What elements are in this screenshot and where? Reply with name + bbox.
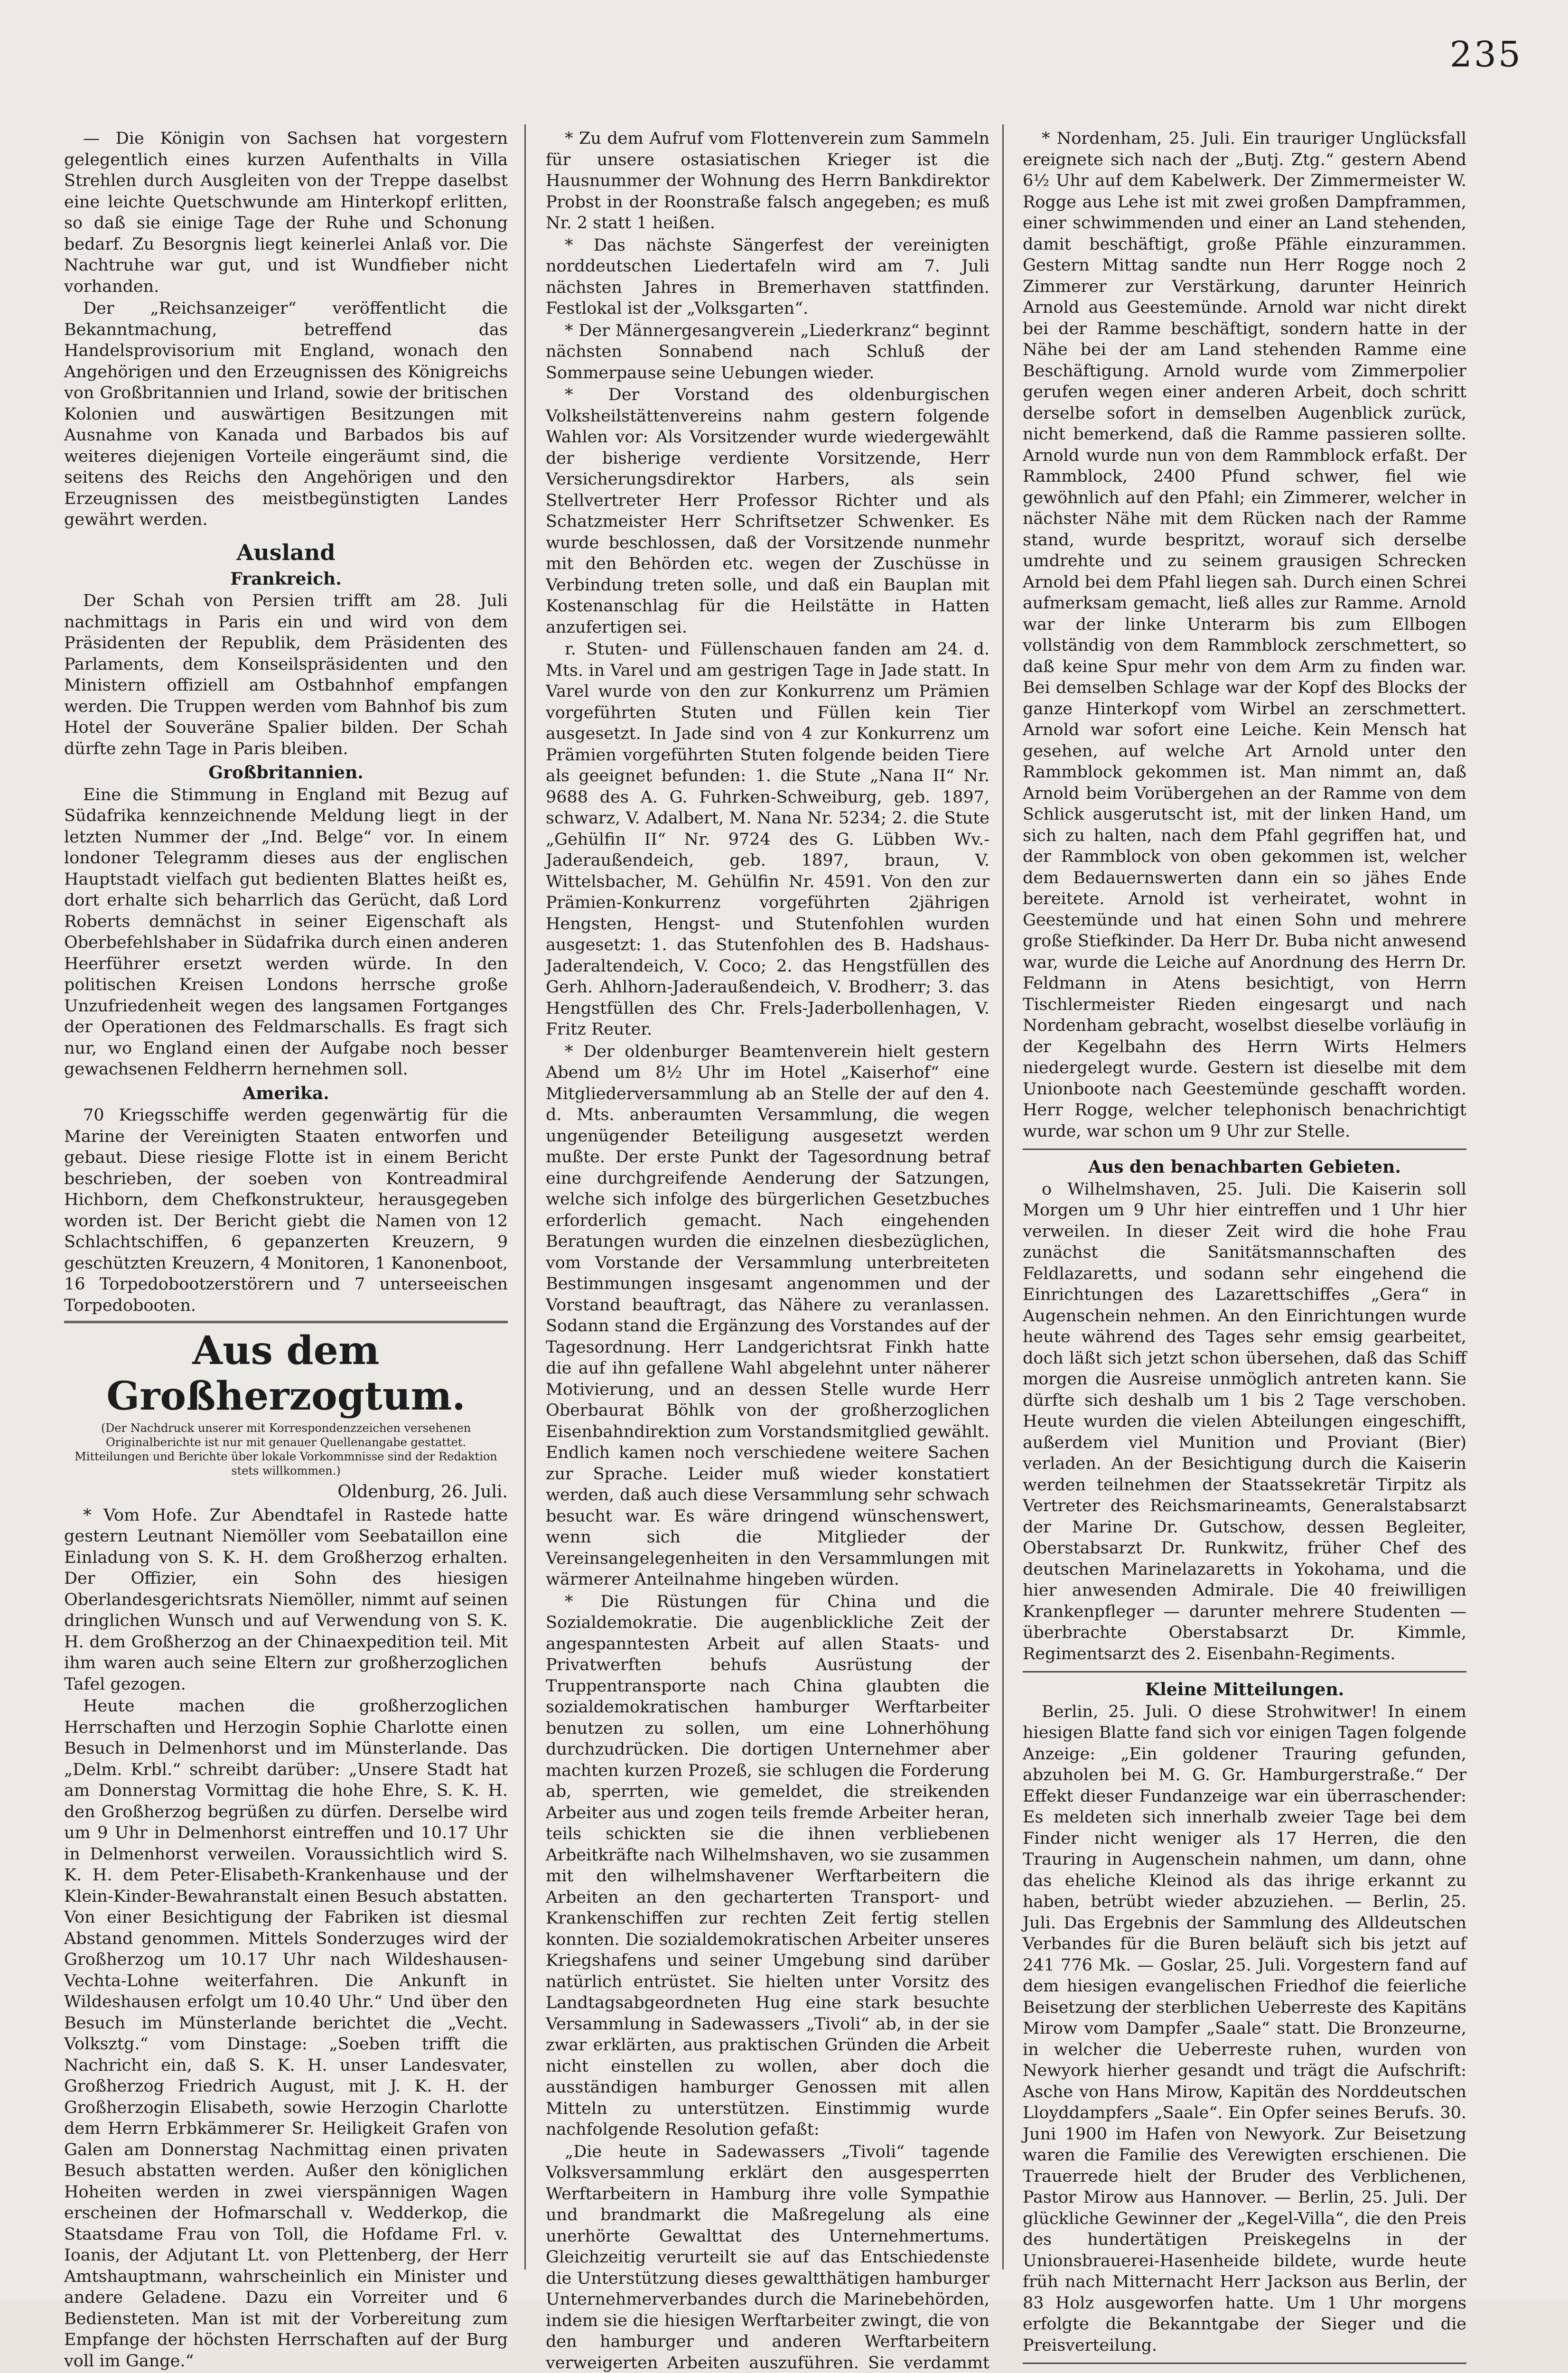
article-paragraph: o Wilhelmshaven, 25. Juli. Die Kaiserin soll Morgen um 9 Uhr hier eintreffen und 1 Uhr hier verweilen. In dieser Zeit wird die hohe Frau zunächst die Sanitätsmannschaften des Feldlazaretts, und sodann sehr eingehend die Einrichtungen des Lazarettschiffes „Gera“ in Augenschein nehmen. An den Einrichtungen wurde heute während des Tages sehr emsig gearbeitet, doch läßt sich jetzt schon übersehen, daß das Schiff morgen die Ausreise unmöglich antreten kann. Sie dürfte sich deshalb um 1 bis 2 Tage verschoben. Heute wurden die vielen Abteilungen eingeschifft, außerdem viel Munition und Proviant (Bier) verladen. An der Besichtigung durch die Kaiserin werden teilnehmen der Staatssekretär Tirpitz als Vertreter des Reichsmarineamts, Generalstabsarzt der Marine Dr. Gutschow, dessen Begleiter, Oberstabsarzt Dr. Runkwitz, früher Chef des deutschen Marinelazaretts in Yokohama, und die hier anwesenden Admirale. Die 40 freiwilligen Krankenpfleger — darunter mehrere Studenten — überbrachte Oberstabsarzt Dr. Kimmle, Regimentsarzt des 2. Eisenbahn-Regiments. <box>1023 1179 1466 1665</box>
subheading-frankreich: Frankreich. <box>64 569 508 590</box>
article-paragraph: * Zu dem Aufruf vom Flottenverein zum Sammeln für unsere ostasiatischen Krieger ist die Hausnummer der Wohnung des Herrn Bankdirektor Probst in der Roonstraße falsch angegeben; es muß Nr. 2 statt 1 heißen. <box>546 128 989 234</box>
article-paragraph: * Der Männergesangverein „Liederkranz“ beginnt nächsten Sonnabend nach Schluß der Sommerpause seine Uebungen wieder. <box>546 320 989 384</box>
column-divider <box>1002 124 1004 2270</box>
article-paragraph: * Nordenham, 25. Juli. Ein trauriger Unglücksfall ereignete sich nach der „Butj. Ztg.“ gestern Abend 6½ Uhr auf dem Kabelwerk. Der Zimmermeister W. Rogge aus Lehe ist mit zwei großen Dampframmen, einer schwimmenden und einer an Land stehenden, damit beschäftigt, große Pfähle einzurammen. Gestern Mittag sandte nun Herr Rogge noch 2 Zimmerer zur Verstärkung, darunter Heinrich Arnold aus Geestemünde. Arnold war nicht direkt bei der Ramme beschäftigt, sondern hatte in der Nähe bei der am Land stehenden Ramme eine Beschäftigung. Arnold wurde vom Zimmerpolier gerufen wegen einer anderen Arbeit, doch schritt derselbe sofort in demselben Augenblick zurück, nicht bemerkend, daß die Ramme passieren sollte. Arnold wurde nun von dem Rammblock erfaßt. Der Rammblock, 2400 Pfund schwer, fiel wie gewöhnlich auf den Pfahl; ein Zimmerer, welcher in nächster Nähe mit dem Rücken nach der Ramme stand, wurde bespritzt, worauf sich derselbe umdrehte und zu seinem grausigen Schrecken Arnold bei dem Pfahl liegen sah. Durch einen Schrei aufmerksam gemacht, ließ alles zur Ramme. Arnold war der linke Unterarm bis zum Ellbogen vollständig von dem Rammblock zerschmettert, so daß keine Spur mehr von dem Arm zu finden war. Bei demselben Schlage war der Kopf des Blocks der ganze Hinterkopf vom Wirbel an zerschmettert. Arnold war sofort eine Leiche. Kein Mensch hat gesehen, auf welche Art Arnold unter den Rammblock gekommen ist. Man nimmt an, daß Arnold beim Vorübergehen an der Ramme von dem Schlick ausgerutscht ist, mit der linken Hand, um sich zu halten, nach dem Pfahl gegriffen hat, und der Rammblock von oben gekommen ist, welcher dem Bedauernswerten dann ein so jähes Ende bereitete. Arnold ist verheiratet, wohnt in Geestemünde und hat einen Sohn und mehrere große Stiefkinder. Da Herr Dr. Buba nicht anwesend war, wurde die Leiche auf Anordnung des Herrn Dr. Feldmann in Atens besichtigt, von Herrn Tischlermeister Rieden eingesargt und nach Nordenham gebracht, woselbst dieselbe vorläufig in der Kegelbahn des Herrn Wirts Helmers niedergelegt wurde. Gestern ist dieselbe mit dem Unionboote nach Geestemünde geschafft worden. Herr Rogge, welcher telephonisch benachrichtigt wurde, war schon um 9 Uhr zur Stelle. <box>1023 128 1466 1142</box>
article-paragraph: * Vom Hofe. Zur Abendtafel in Rastede hatte gestern Leutnant Niemöller vom Seebataillon eine Einladung von S. K. H. dem Großherzog erhalten. Der Offizier, ein Sohn des hiesigen Oberlandesgerichtsrats Niemöller, nimmt auf seinen dringlichen Wunsch und auf Verwendung von S. K. H. dem Großherzog an der Chinaexpedition teil. Mit ihm waren auch seine Eltern zur großherzoglichen Tafel gezogen. <box>64 1505 508 1695</box>
article-paragraph: Heute machen die großherzoglichen Herrschaften und Herzogin Sophie Charlotte einen Besuch in Delmenhorst und im Münsterlande. Das „Delm. Krbl.“ schreibt darüber: „Unsere Stadt hat am Donnerstag Vormittag die hohe Ehre, S. K. H. den Großherzog begrüßen zu dürfen. Derselbe wird um 9 Uhr in Delmenhorst eintreffen und 10.17 Uhr in Delmenhorst verweilen. Voraussichtlich wird S. K. H. dem Peter-Elisabeth-Krankenhause und der Klein-Kinder-Bewahranstalt einen Besuch abstatten. Von einer Besichtigung der Fabriken ist diesmal Abstand genommen. Mittels Sonderzuges wird der Großherzog um 10.17 Uhr nach Wildeshausen-Vechta-Lohne weiterfahren. Die Ankunft in Wildeshausen erfolgt um 10.40 Uhr.“ Und über den Besuch im Münsterlande berichtet die „Vecht. Volksztg.“ vom Dinstage: „Soeben trifft die Nachricht ein, daß S. K. H. unser Landesvater, Großherzog Friedrich August, mit J. K. H. der Großherzogin Elisabeth, sowie Herzogin Charlotte dem Herrn Erbkämmerer Sr. Heiligkeit Grafen von Galen am Donnerstag Nachmittag einen privaten Besuch abstatten werden. Außer den königlichen Hoheiten werden in zwei vierspännigen Wagen erscheinen der Hofmarschall v. Wedderkop, die Staatsdame Frau von Toll, die Hofdame Frl. v. Ioanis, der Adjutant Lt. von Plettenberg, der Herr Amtshauptmann, wahrscheinlich ein Minister und andere Geladene. Dazu ein Vorreiter und 6 Bediensteten. Man ist mit der Vorbereitung zum Empfange der höchsten Herrschaften auf der Burg voll im Gange.“ <box>64 1696 508 2372</box>
article-paragraph: * Der oldenburger Beamtenverein hielt gestern Abend um 8½ Uhr im Hotel „Kaiserhof“ eine Mitgliederversammlung ab an Stelle der auf den 4. d. Mts. anberaumten Versammlung, die wegen ungenügender Beteiligung ausgesetzt werden mußte. Der erste Punkt der Tagesordnung betraf eine durchgreifende Aenderung der Satzungen, welche sich infolge des bürgerlichen Gesetzbuches erforderlich gemacht. Nach eingehenden Beratungen wurden die einzelnen diesbezüglichen, vom Vorstande der Versammlung unterbreiteten Bestimmungen insgesamt angenommen und der Vorstand beauftragt, das Nähere zu veranlassen. Sodann stand die Ergänzung des Vorstandes auf der Tagesordnung. Herr Landgerichtsrat Finkh hatte die auf ihn gefallene Wahl abgelehnt unter näherer Motivierung, und an dessen Stelle wurde Herr Oberbaurat Böhlk von der großherzoglichen Eisenbahndirektion zum Vorstandsmitglied gewählt. Endlich kamen noch verschiedene weitere Sachen zur Sprache. Leider muß wieder konstatiert werden, daß auch diese Versammlung sehr schwach besucht war. Es wäre dringend wünschenswert, wenn sich die Mitglieder der Vereinsangelegenheiten in den Versammlungen mit wärmerer Anteilnahme hingeben würden. <box>546 1041 989 1590</box>
article-paragraph: 70 Kriegsschiffe werden gegenwärtig für die Marine der Vereinigten Staaten entworfen und gebaut. Diese riesige Flotte ist in einem Bericht beschrieben, der soeben von Kontreadmiral Hichborn, dem Chefkonstrukteur, herausgegeben worden ist. Der Bericht giebt die Namen von 12 Schlachtschiffen, 6 gepanzerten Kreuzern, 9 geschützten Kreuzern, 4 Monitoren, 1 Kanonenboot, 16 Torpedobootzerstörern und 7 unterseeischen Torpedobooten. <box>64 1105 508 1316</box>
article-paragraph: r. Stuten- und Füllenschauen fanden am 24. d. Mts. in Varel und am gestrigen Tage in Jade statt. In Varel wurde von den zur Konkurrenz um Prämien vorgeführten Stuten und Füllen kein Tier ausgesetzt. In Jade sind von 4 zur Konkurrenz um Prämien vorgeführten Stuten folgende beiden Tiere als geeignet befunden: 1. die Stute „Nana II“ Nr. 9688 des A. G. Fuhrken-Schweiburg, geb. 1897, schwarz, V. Adalbert, M. Nana Nr. 5234; 2. die Stute „Gehülfin II“ Nr. 9724 des G. Lübben Wv.-Jaderaußendeich, geb. 1897, braun, V. Wittelsbacher, M. Gehülfin Nr. 4591. Von den zur Prämien-Konkurrenz vorgeführten 2jährigen Hengsten, Hengst- und Stutenfohlen wurden ausgesetzt: 1. das Stutenfohlen des B. Hadshaus-Jaderaltendeich, V. Coco; 2. das Hengstfüllen des Gerh. Ahlhorn-Jaderaußendeich, V. Brodherr; 3. das Hengstfüllen des Chr. Frels-Jaderbollenhagen, V. Fritz Reuter. <box>546 639 989 1040</box>
divider <box>1023 2363 1466 2364</box>
divider <box>1023 1149 1466 1150</box>
column-3 <box>1023 128 1466 2259</box>
column-2 <box>546 128 989 2259</box>
page-number: 235 <box>1450 34 1522 75</box>
article-paragraph: Der „Reichsanzeiger“ veröffentlicht die Bekanntmachung, betreffend das Handelsprovisorium mit England, wonach den Angehörigen und den Erzeugnissen des Königreichs von Großbritannien und Irland, sowie der britischen Kolonien und auswärtigen Besitzungen mit Ausnahme von Kanada und Barbados bis auf weiteres diejenigen Vorteile eingeräumt sind, die seitens des Reichs den Angehörigen und den Erzeugnissen des meistbegünstigten Landes gewährt werden. <box>64 298 508 531</box>
article-paragraph: Eine die Stimmung in England mit Bezug auf Südafrika kennzeichnende Meldung liegt in der letzten Nummer der „Ind. Belge“ vor. In einem londoner Telegramm dieses aus der englischen Hauptstadt vielfach gut bedienten Blattes heißt es, dort erhalte sich beharrlich das Gerücht, daß Lord Roberts demnächst in seiner Eigenschaft als Oberbefehlshaber in Südafrika durch einen anderen Heerführer ersetzt werden würde. In den politischen Kreisen Londons herrsche große Unzufriedenheit wegen des langsamen Fortganges der Operationen des Feldmarschalls. Es fragt sich nur, wo England einen der Aufgabe noch besser gewachsenen Feldherrn hernehmen soll. <box>64 785 508 1080</box>
section-heading-ausland: Ausland <box>64 539 508 566</box>
divider <box>1023 1671 1466 1672</box>
resolution-quote: „Die heute in Sadewassers „Tivoli“ tagende Volksversammlung erklärt den ausgesperrten Werftarbeitern in Hamburg ihre volle Sympathie und brandmarkt die Maßregelung als eine unerhörte Gewalttat des Unternehmertums. Gleichzeitig verurteilt sie auf das Entschiedenste die Unterstützung dieses gewaltthätigen hamburger Unternehmerverbandes durch die Marinebehörden, indem sie die hiesigen Werftarbeiter zwingt, die von den hamburger und anderen Werftarbeitern verweigerten Arbeiten auszuführen. Sie verdammt <box>546 2141 989 2373</box>
article-paragraph: * Das nächste Sängerfest der vereinigten norddeutschen Liedertafeln wird am 7. Juli nächsten Jahres in Bremerhaven stattfinden. Festlokal ist der „Volksgarten“. <box>546 235 989 319</box>
article-paragraph: — Die Königin von Sachsen hat vorgestern gelegentlich eines kurzen Aufenthalts in Villa Strehlen durch Ausgleiten von der Treppe daselbst eine leichte Quetschwunde am Hinterkopf erlitten, so daß sie einige Tage der Ruhe und Schonung bedarf. Zu Besorgnis liegt keinerlei Anlaß vor. Die Nachtruhe war gut, und ist Wundfieber nicht vorhanden. <box>64 128 508 297</box>
subheading-grossbritannien: Großbritannien. <box>64 762 508 784</box>
column-1 <box>64 128 508 2259</box>
section-heading-kleine: Kleine Mitteilungen. <box>1023 1679 1466 1700</box>
dateline: Oldenburg, 26. Juli. <box>64 1482 508 1503</box>
article-paragraph: * Der Vorstand des oldenburgischen Volksheilstättenvereins nahm gestern folgende Wahlen vor: Als Vorsitzender wurde wiedergewählt der bisherige verdiente Vorsitzende, Herr Versicherungsdirektor Harbers, als sein Stellvertreter Herr Professor Richter und als Schatzmeister Herr Schriftsetzer Schwenker. Es wurde beschlossen, daß der Vorsitzende nunmehr mit den Behörden etc. wegen der Zuschüsse in Verbindung treten solle, und daß ein Bauplan mit Kostenanschlag für die Heilstätte in Hatten anzufertigen sei. <box>546 384 989 638</box>
reprint-notice: (Der Nachdruck unserer mit Korrespondenzzeichen versehenen Originalberichte ist nur mit genauer Quellenangabe gestattet. Mitteilungen und Berichte über lokale Vorkommnisse sind der Redaktion stets willkommen.) <box>74 1421 498 1478</box>
article-paragraph: Berlin, 25. Juli. O diese Strohwitwer! In einem hiesigen Blatte fand sich vor einigen Tagen folgende Anzeige: „Ein goldener Trauring gefunden, abzuholen bei M. G. Gr. Hamburgerstraße.“ Der Effekt dieser Fundanzeige war ein überraschender: Es meldeten sich innerhalb zweier Tage bei dem Finder nicht weniger als 17 Herren, die den Trauring in Augenschein nahmen, um dann, ohne das eheliche Kleinod als das ihrige erkannt zu haben, betrübt wieder abzuziehen. — Berlin, 25. Juli. Das Ergebnis der Sammlung des Alldeutschen Verbandes für die Buren beläuft sich bis jetzt auf 241 776 Mk. — Goslar, 25. Juli. Vorgestern fand auf dem hiesigen evangelischen Friedhof die feierliche Beisetzung der sterblichen Ueberreste des Kapitäns Mirow vom Dampfer „Saale“ statt. Die Bronzeurne, in welcher die Ueberreste ruhen, wurden von Newyork hierher gesandt und trägt die Aufschrift: Asche von Hans Mirow, Kapitän des Norddeutschen Lloyddampfers „Saale“. Ein Opfer seines Berufs. 30. Juni 1900 im Hafen von Newyork. Zur Beisetzung waren die Familie des Verewigten erschienen. Die Trauerrede hielt der Bruder des Verblichenen, Pastor Mirow aus Hannover. — Berlin, 25. Juli. Der glückliche Gewinner der „Kegel-Villa“, die den Preis des hundertätigen Preiskegelns in der Unionsbrauerei-Hasenheide bildete, wurde heute früh nach Mitternacht Herr Jackson aus Berlin, der 83 Holz ausgeworfen hatte. Um 1 Uhr morgens erfolgte die Bekanntgabe der Sieger und die Preisverteilung. <box>1023 1701 1466 2356</box>
subheading-amerika: Amerika. <box>64 1083 508 1104</box>
section-heading-grossherzogtum: Aus dem Großherzogtum. <box>64 1321 508 1419</box>
article-paragraph: Der Schah von Persien trifft am 28. Juli nachmittags in Paris ein und wird von dem Präsidenten der Republik, dem Präsidenten des Parlaments, dem Konseilspräsidenten und den Ministern offiziell am Ostbahnhof empfangen werden. Die Truppen werden vom Bahnhof bis zum Hotel der Souveräne Spalier bilden. Der Schah dürfte zehn Tage in Paris bleiben. <box>64 590 508 759</box>
article-paragraph: * Die Rüstungen für China und die Sozialdemokratie. Die augenblickliche Zeit der angespanntesten Arbeit auf allen Staats- und Privatwerften behufs Ausrüstung der Truppentransporte nach China glaubten die sozialdemokratischen hamburger Werftarbeiter benutzen zu sollen, um eine Lohnerhöhung durchzudrücken. Die dortigen Unternehmer aber machten kurzen Prozeß, sie schlugen die Forderung ab, sperrten, wie gemeldet, die streikenden Arbeiter aus und zogen teils fremde Arbeiter heran, teils schickten sie die ihnen verbliebenen Arbeitkräfte nach Wilhelmshaven, wo sie zusammen mit den wilhelmshavener Werftarbeitern die Arbeiten an den gecharterten Transport- und Krankenschiffen zur rechten Zeit fertig stellen konnten. Die sozialdemokratischen Arbeiter unseres Kriegshafens und seiner Umgebung sind darüber natürlich entrüstet. Sie hielten unter Vorsitz des Landtagsabgeordneten Hug eine stark besuchte Versammlung in Sadewassers „Tivoli“ ab, in der sie zwar erklärten, aus praktischen Gründen die Arbeit nicht einstellen zu wollen, aber doch die ausständigen hamburger Genossen mit allen Mitteln zu unterstützen. Einstimmig wurde nachfolgende Resolution gefaßt: <box>546 1591 989 2140</box>
column-divider <box>524 124 526 2270</box>
section-heading-nachbar: Aus den benachbarten Gebieten. <box>1023 1157 1466 1178</box>
